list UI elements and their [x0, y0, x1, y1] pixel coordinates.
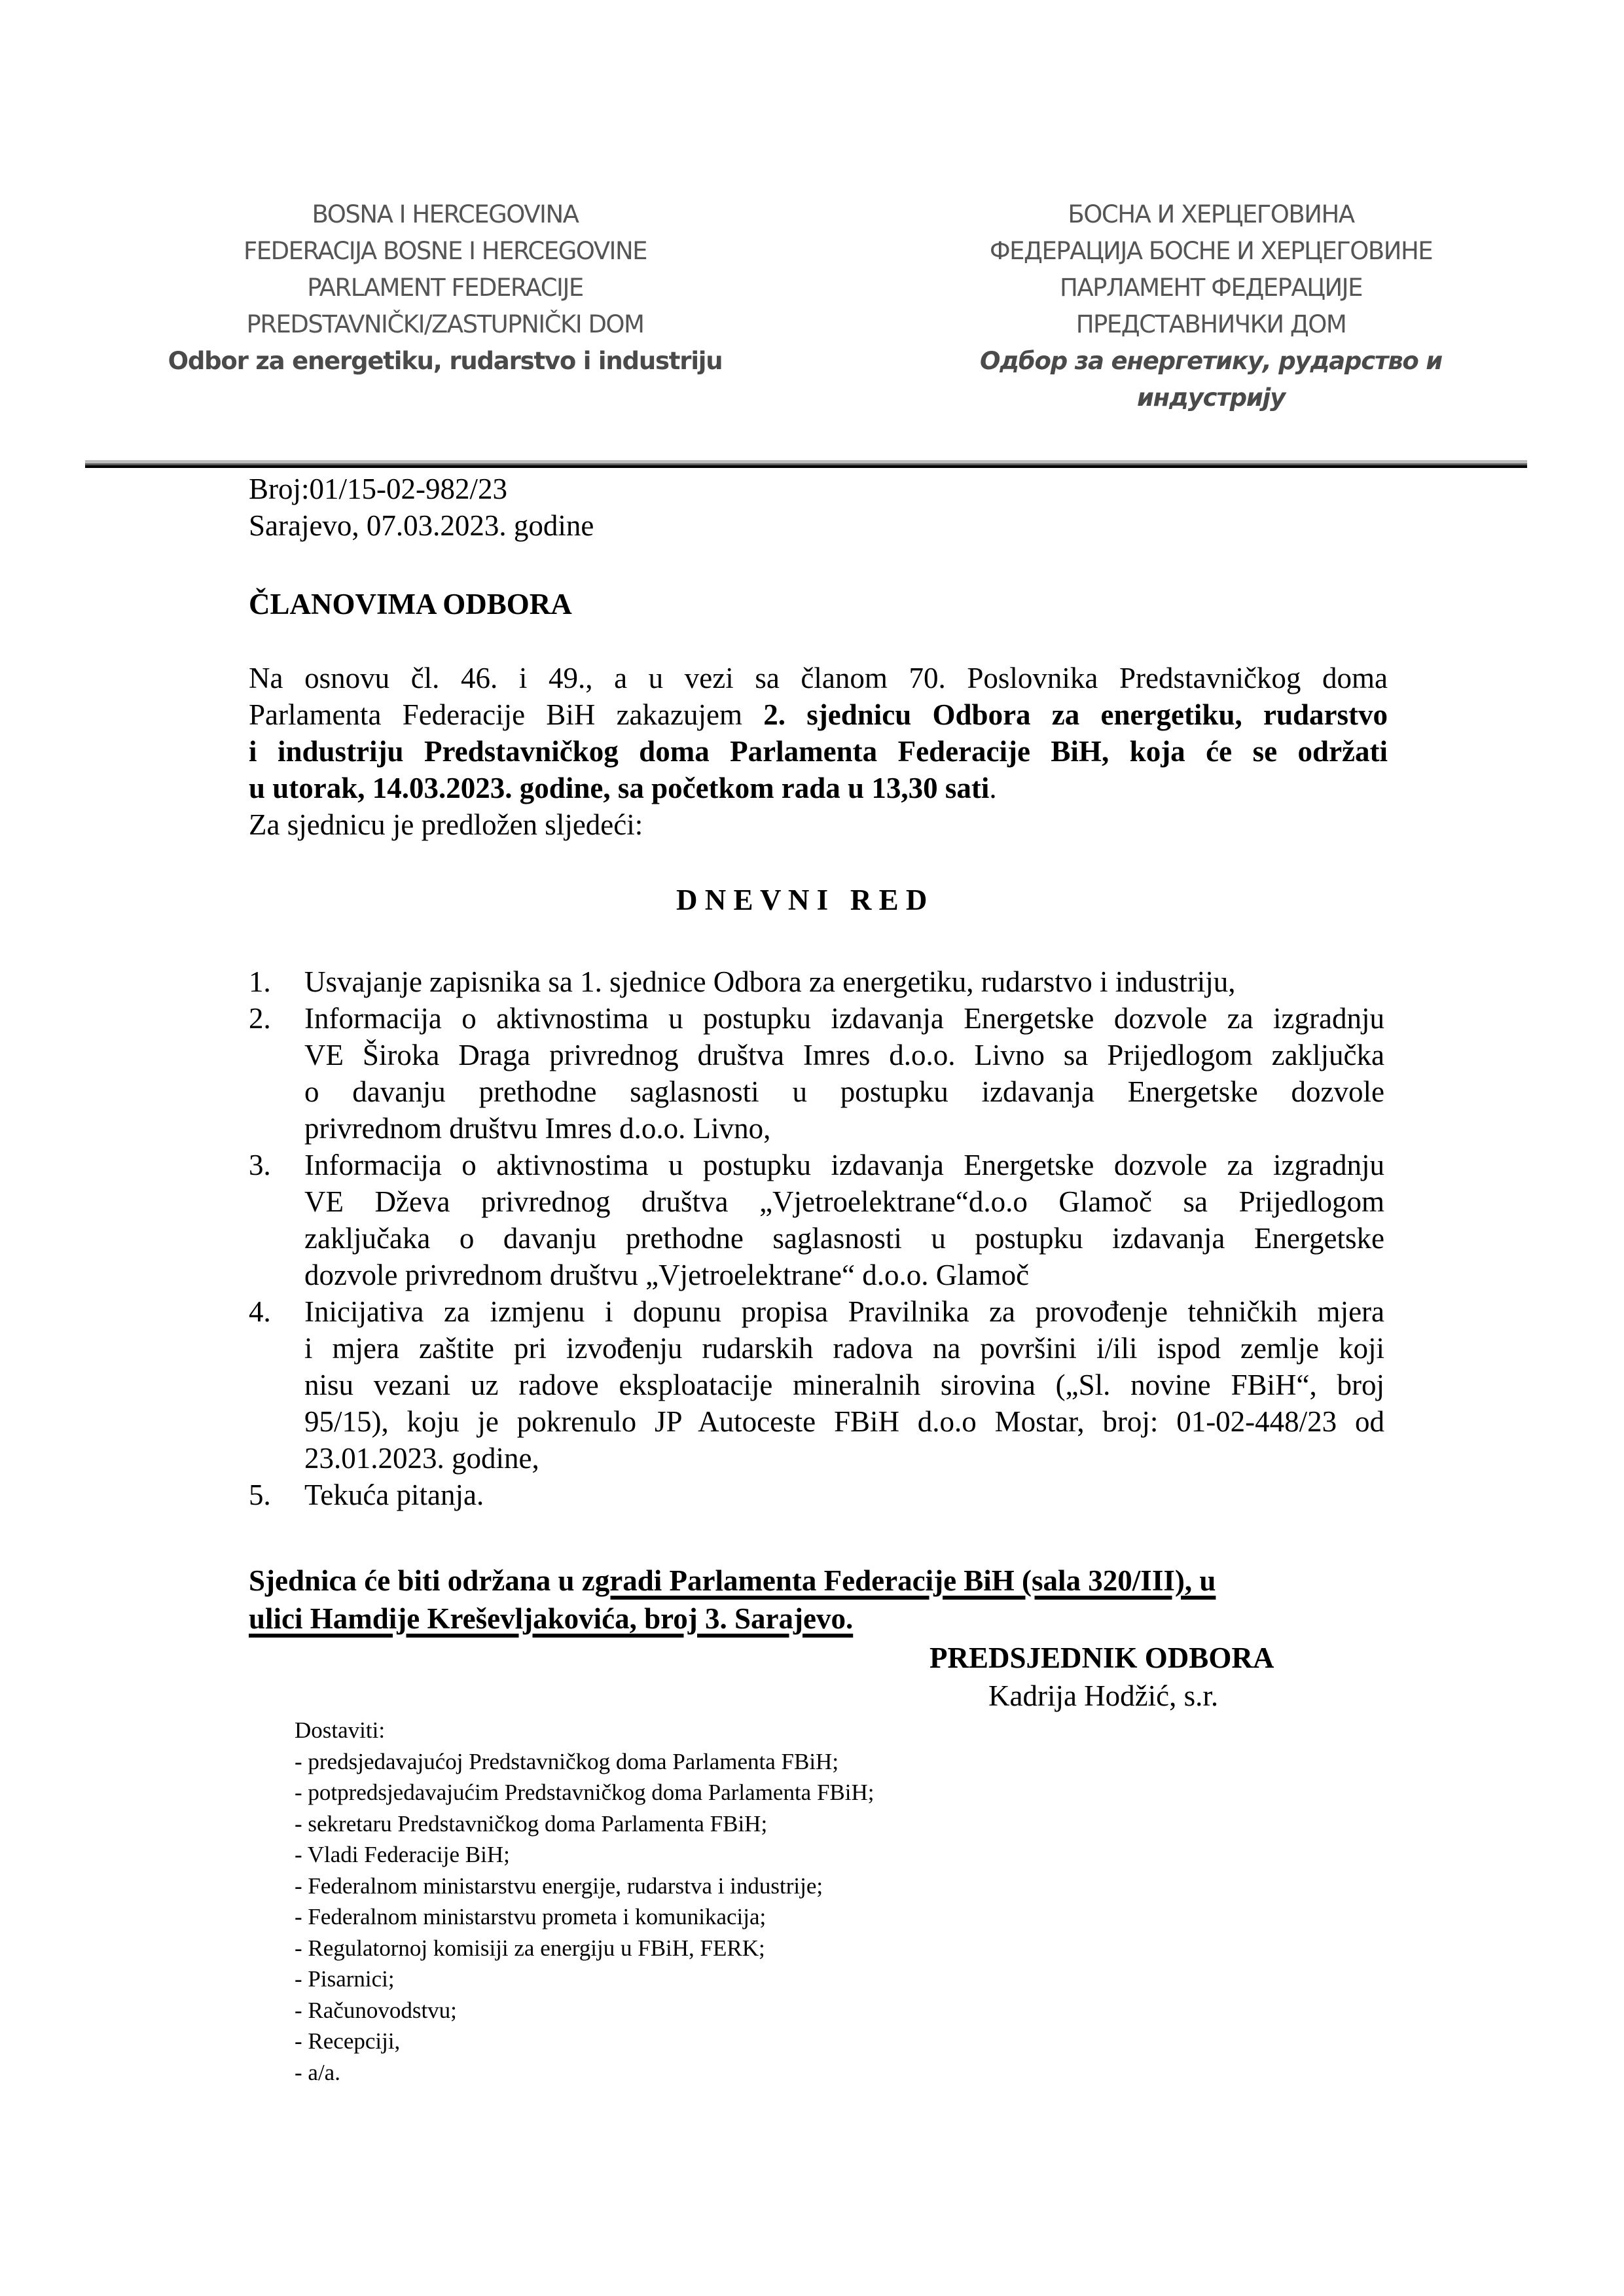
venue-line-1 — [249, 1566, 1216, 1596]
header-committee: Odbor za energetiku, rudarstvo i industriju — [168, 347, 723, 375]
distribution-item: - Vladi Federacije BiH; — [295, 1842, 510, 1867]
agenda-item-line: Tekuća pitanja. — [304, 1479, 484, 1511]
venue-line-1-plain: Sjednica će biti održana u z — [249, 1564, 595, 1597]
distribution-item: - Federalnom ministarstvu prometa i komunikacija; — [295, 1904, 767, 1929]
distribution-label: Dostaviti: — [295, 1717, 386, 1743]
agenda-item-line: Usvajanje zapisnika sa 1. sjednice Odbora za energetiku, rudarstvo i industriju, — [304, 965, 1236, 998]
agenda-item-number: 5. — [249, 1479, 271, 1511]
intro-line-1: Na osnovu čl. 46. i 49., a u vezi sa članom 70. Poslovnika Predstavničkog doma — [249, 662, 1388, 694]
distribution-list — [295, 1715, 875, 2088]
agenda-item — [249, 1000, 1384, 1147]
header-house: PREDSTAVNIČKI/ZASTUPNIČKI DOM — [246, 310, 644, 338]
agenda-item-line: dozvole privrednom društvu „Vjetroelektrane“ d.o.o. Glamoč — [304, 1259, 1030, 1291]
intro-line-2-bold: 2. sjednicu Odbora za energetiku, rudarstvo — [763, 698, 1388, 731]
agenda-title: D N E V N I R E D — [676, 884, 928, 916]
header-country: BOSNA I HERCEGOVINA — [312, 200, 579, 228]
intro-line-2 — [249, 700, 1388, 730]
signature-title: PREDSJEDNIK ODBORA — [929, 1641, 1274, 1674]
agenda-item-line: o davanju prethodne saglasnosti u postupku izdavanja Energetske dozvole — [304, 1075, 1384, 1108]
agenda-item-line: nisu vezani uz radove eksploatacije mineralnih sirovina („Sl. novine FBiH“, broj — [304, 1369, 1384, 1401]
agenda-item-line: i mjera zaštite pri izvođenju rudarskih radova na površini i/ili ispod zemlje koji — [304, 1332, 1384, 1365]
signature-name: Kadrija Hodžić, s.r. — [988, 1679, 1219, 1712]
document-number: Broj:01/15-02-982/23 — [249, 473, 507, 505]
intro-line-4-end: . — [989, 772, 997, 804]
distribution-item: - sekretaru Predstavničkog doma Parlamenta FBiH; — [295, 1810, 768, 1837]
distribution-item: - Pisarnici; — [295, 1966, 395, 1992]
distribution-item: - predsjedavajućoj Predstavničkog doma Parlamenta FBiH; — [295, 1748, 839, 1774]
distribution-item: - Federalnom ministarstvu energije, rudarstva i industrije; — [295, 1873, 823, 1899]
place-date: Sarajevo, 07.03.2023. godine — [249, 509, 594, 542]
distribution-item: - a/a. — [295, 2059, 340, 2085]
addressee: ČLANOVIMA ODBORA — [249, 588, 572, 620]
agenda-item — [249, 963, 1384, 1000]
header-cyrillic — [897, 196, 1525, 416]
agenda-item-line: VE Široka Draga privrednog društva Imres d.o.o. Livno sa Prijedlogom zaključka — [304, 1039, 1384, 1071]
venue-line-2-underlined: ulici Hamdije Kreševljakovića, broj 3. Sarajevo. — [249, 1602, 854, 1635]
header-parliament-cyr: ПАРЛАМЕНТ ФЕДЕРАЦИЈЕ — [1060, 274, 1362, 302]
intro-line-4 — [249, 773, 997, 804]
header-country-cyr: БОСНА И ХЕРЦЕГОВИНА — [1068, 200, 1354, 228]
agenda-item-number: 2. — [249, 1002, 271, 1035]
header-divider — [85, 460, 1527, 468]
agenda-item-line: VE Dževa privrednog društva „Vjetroelektrane“d.o.o Glamoč sa Prijedlogom — [304, 1185, 1384, 1218]
agenda-item — [249, 1477, 1384, 1513]
agenda-item-number: 3. — [249, 1149, 271, 1181]
venue-line-1-underlined: gradi Parlamenta Federacije BiH (sala 320/III), u — [594, 1564, 1216, 1597]
venue-line-2 — [249, 1604, 853, 1634]
agenda-item-number: 4. — [249, 1295, 271, 1328]
header-latin — [137, 196, 753, 380]
agenda-item-line: 95/15), koju je pokrenulo JP Autoceste FBiH d.o.o Mostar, broj: 01-02-448/23 od — [304, 1405, 1384, 1438]
agenda-item-line: Informacija o aktivnostima u postupku izdavanja Energetske dozvole za izgradnju — [304, 1149, 1384, 1181]
header-parliament: PARLAMENT FEDERACIJE — [307, 274, 583, 302]
agenda-item-number: 1. — [249, 965, 271, 998]
intro-line-3: i industriju Predstavničkog doma Parlamenta Federacije BiH, koja će se održati — [249, 735, 1388, 768]
agenda-item-line: privrednom društvu Imres d.o.o. Livno, — [304, 1112, 771, 1145]
distribution-item: - Recepciji, — [295, 2028, 401, 2054]
agenda-item-line: Inicijativa za izmjenu i dopunu propisa Pravilnika za provođenje tehničkih mjera — [304, 1295, 1384, 1328]
intro-line-4-bold: u utorak, 14.03.2023. godine, sa početkom rada u 13,30 sati — [249, 772, 990, 804]
agenda-item — [249, 1147, 1384, 1293]
header-federation: FEDERACIJA BOSNE I HERCEGOVINE — [243, 237, 647, 265]
distribution-item: - potpredsjedavajućim Predstavničkog doma Parlamenta FBiH; — [295, 1780, 875, 1805]
intro-line-5: Za sjednicu je predložen sljedeći: — [249, 808, 643, 841]
agenda-item — [249, 1293, 1384, 1477]
header-federation-cyr: ФЕДЕРАЦИЈА БОСНЕ И ХЕРЦЕГОВИНЕ — [989, 237, 1433, 265]
header-committee-cyr-line2: индустрију — [1136, 384, 1286, 412]
agenda-item-line: 23.01.2023. godine, — [304, 1442, 539, 1475]
agenda-list — [249, 963, 1384, 1513]
distribution-item: - Regulatornoj komisiji za energiju u FBiH, FERK; — [295, 1935, 765, 1961]
distribution-item: - Računovodstvu; — [295, 1997, 457, 2023]
agenda-item-line: Informacija o aktivnostima u postupku izdavanja Energetske dozvole za izgradnju — [304, 1002, 1384, 1035]
header-committee-cyr-line1: Одбор за енергетику, рударство и — [979, 347, 1443, 375]
header-house-cyr: ПРЕДСТАВНИЧКИ ДОМ — [1075, 310, 1346, 338]
agenda-item-line: zaključaka o davanju prethodne saglasnosti u postupku izdavanja Energetske — [304, 1222, 1384, 1255]
intro-line-2-plain: Parlamenta Federacije BiH zakazujem — [249, 698, 764, 731]
